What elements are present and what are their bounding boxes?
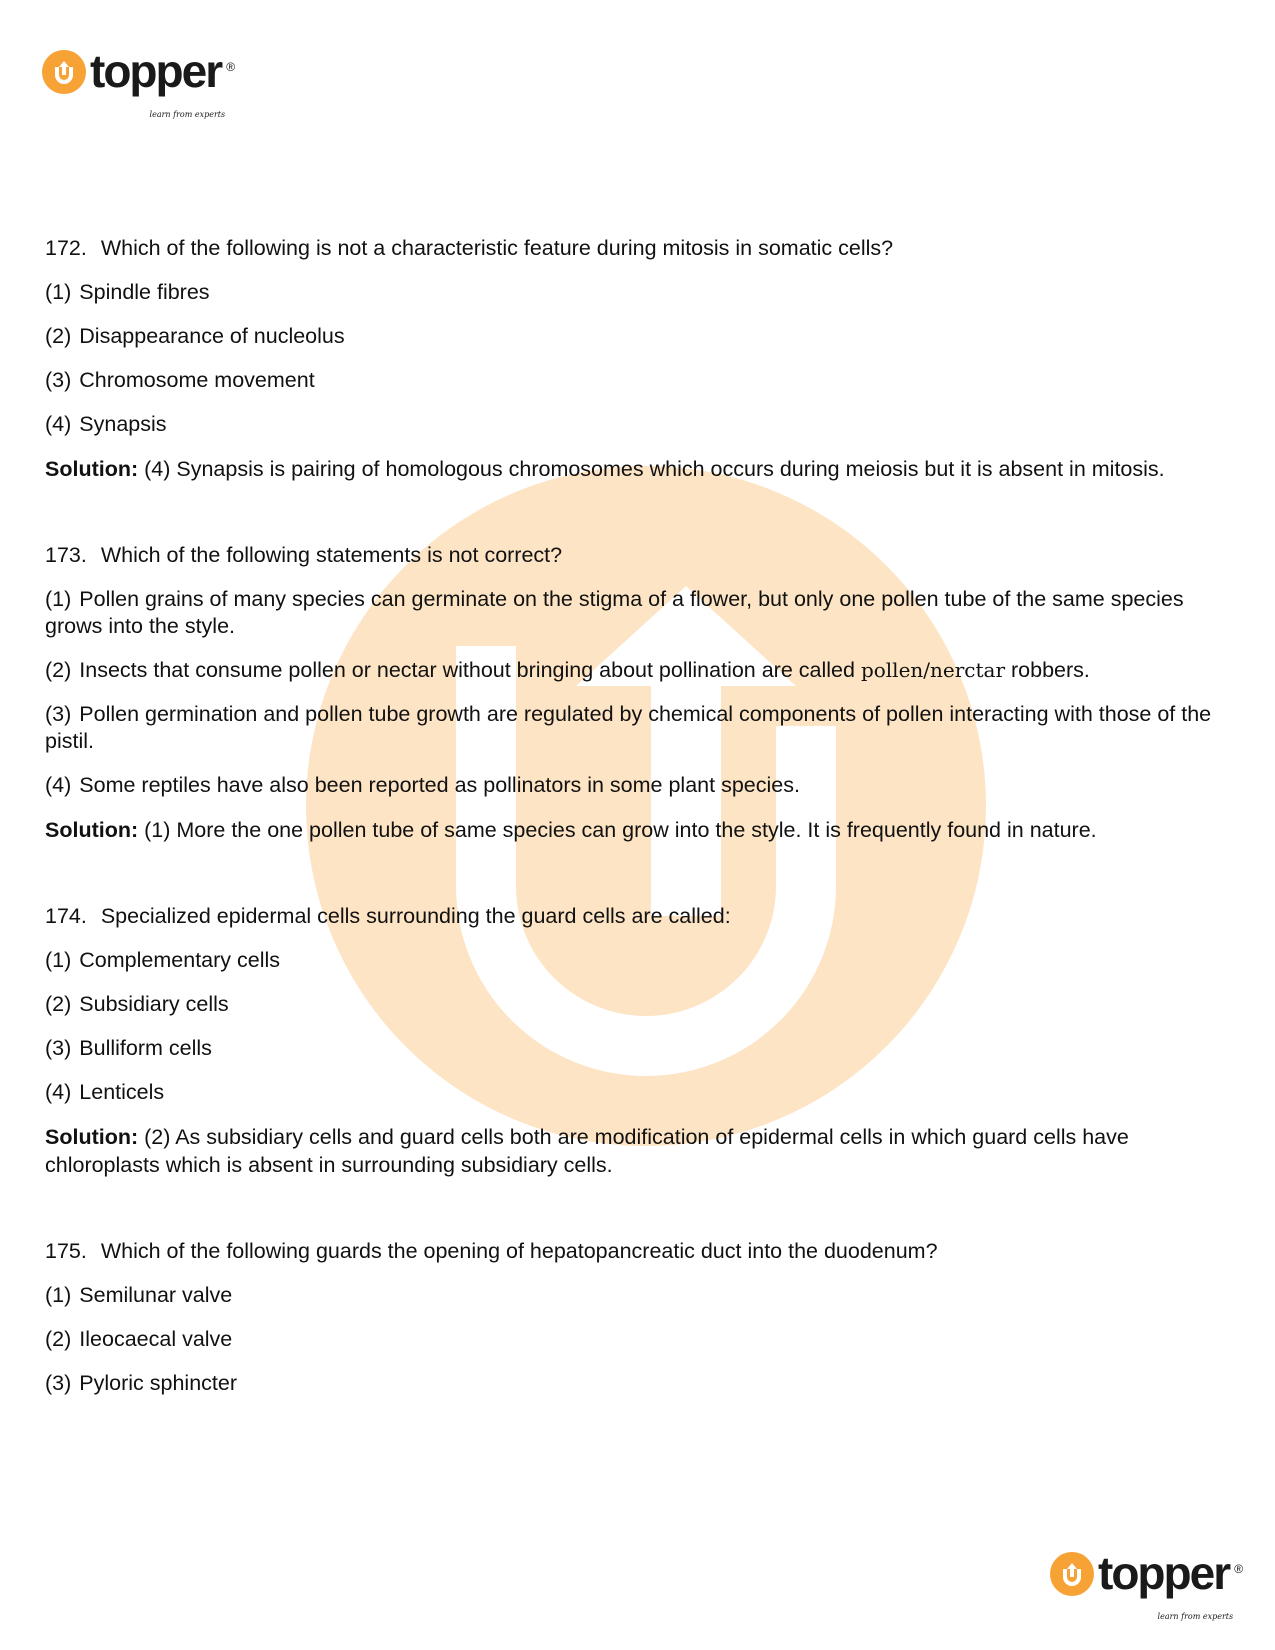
option: (1) Semilunar valve xyxy=(45,1283,233,1307)
solution: Solution: (4) Synapsis is pairing of homologous chromosomes which occurs during meiosis but it is absent in mitosis. xyxy=(45,457,1165,481)
solution: Solution: (1) More the one pollen tube of same species can grow into the style. It is frequently found in nature. xyxy=(45,818,1097,842)
logo-wordmark: topper ® learn from experts xyxy=(90,46,221,96)
question-text: 173. Which of the following statements is not correct? xyxy=(45,543,563,567)
question-text: 174. Specialized epidermal cells surrounding the guard cells are called: xyxy=(45,904,731,928)
logo-tagline: learn from experts xyxy=(1157,1612,1234,1621)
option: (3) Pyloric sphincter xyxy=(45,1371,238,1395)
option: (4) Some reptiles have also been reported as pollinators in some plant species. xyxy=(45,773,800,797)
option: (1) Complementary cells xyxy=(45,948,281,972)
logo-tagline: learn from experts xyxy=(149,110,226,119)
option: (3) Bulliform cells xyxy=(45,1036,212,1060)
option: (2) Insects that consume pollen or nectar without bringing about pollination are called pollen/nerctar robbers. xyxy=(45,658,1090,682)
question-text: 175. Which of the following guards the opening of hepatopancreatic duct into the duodenum? xyxy=(45,1239,938,1263)
question-list xyxy=(45,234,1215,1437)
option: (4) Lenticels xyxy=(45,1080,165,1104)
registered-mark: ® xyxy=(1234,1562,1244,1576)
logo-wordmark: topper ® learn from experts xyxy=(1098,1548,1229,1598)
solution: Solution: (2) As subsidiary cells and guard cells both are modification of epidermal cells in which guard cells have chloroplasts which is absent in surrounding subsidiary cells. xyxy=(45,1125,1129,1177)
logo-u-arrow-icon xyxy=(1050,1552,1094,1596)
question-172 xyxy=(45,234,1215,483)
option: (3) Chromosome movement xyxy=(45,368,315,392)
option: (3) Pollen germination and pollen tube growth are regulated by chemical components of pollen interacting with those of the pistil. xyxy=(45,702,1212,753)
option: (4) Synapsis xyxy=(45,412,167,436)
question-text: 172. Which of the following is not a characteristic feature during mitosis in somatic cells? xyxy=(45,236,894,260)
option: (2) Disappearance of nucleolus xyxy=(45,324,345,348)
option: (2) Ileocaecal valve xyxy=(45,1327,233,1351)
option: (2) Subsidiary cells xyxy=(45,992,229,1016)
question-173 xyxy=(45,541,1215,844)
option: (1) Pollen grains of many species can germinate on the stigma of a flower, but only one pollen tube of the same species grows into the style. xyxy=(45,587,1184,638)
registered-mark: ® xyxy=(226,60,236,74)
question-174 xyxy=(45,902,1215,1179)
footer-logo xyxy=(1050,1547,1244,1621)
logo-u-arrow-icon xyxy=(42,50,86,94)
question-175 xyxy=(45,1237,1215,1397)
header-logo xyxy=(42,45,236,119)
option: (1) Spindle fibres xyxy=(45,280,210,304)
